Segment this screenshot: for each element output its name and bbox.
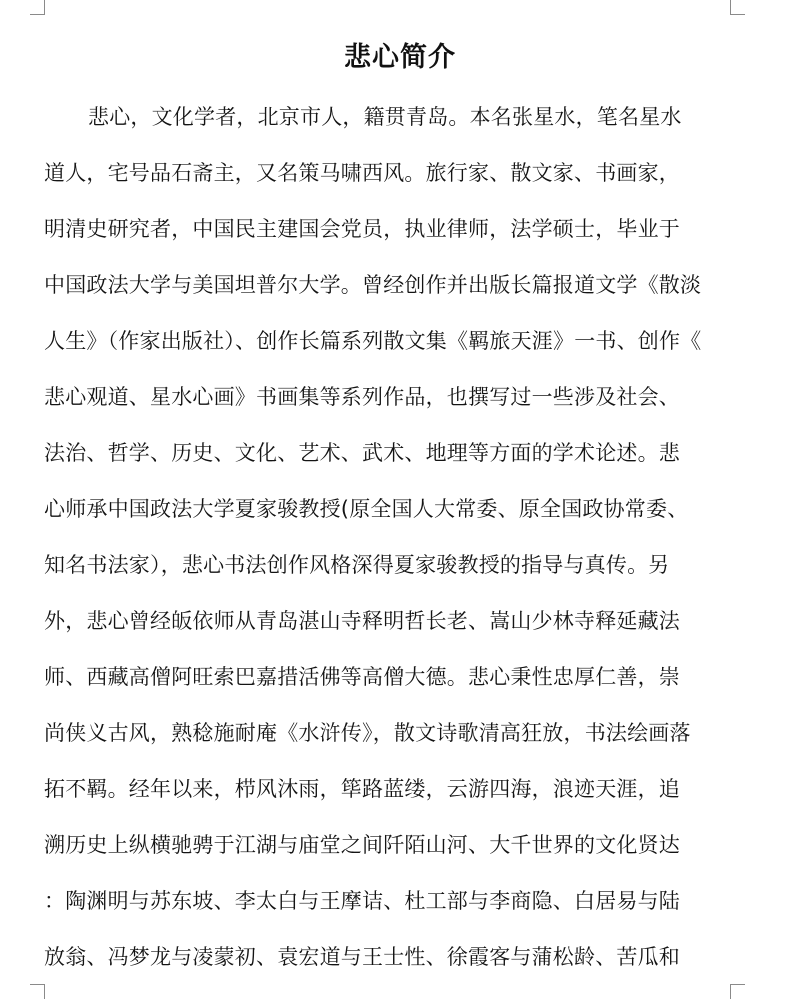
body-line: 人生》（作家出版社）、创作长篇系列散文集《羁旅天涯》一书、创作《	[44, 329, 702, 353]
crop-mark-bottom-left	[30, 984, 45, 999]
crop-mark-top-left	[30, 0, 45, 15]
document-body	[44, 97, 744, 993]
body-line: 道人，宅号品石斋主，又名策马啸西风。旅行家、散文家、书画家，	[44, 161, 680, 185]
body-line: 中国政法大学与美国坦普尔大学。曾经创作并出版长篇报道文学《散淡	[44, 273, 702, 297]
crop-mark-top-right	[730, 0, 745, 15]
body-line: 拓不羁。经年以来，栉风沐雨，筚路蓝缕，云游四海，浪迹天涯，追	[44, 777, 680, 801]
body-line: 明清史研究者，中国民主建国会党员，执业律师，法学硕士，毕业于	[44, 217, 680, 241]
body-line: 知名书法家），悲心书法创作风格深得夏家骏教授的指导与真传。另	[44, 553, 670, 577]
body-line: 溯历史上纵横驰骋于江湖与庙堂之间阡陌山河、大千世界的文化贤达	[44, 833, 680, 857]
body-line: 放翁、冯梦龙与凌蒙初、袁宏道与王士性、徐霞客与蒲松龄、苦瓜和	[44, 945, 680, 969]
body-line: 法治、哲学、历史、文化、艺术、武术、地理等方面的学术论述。悲	[44, 441, 680, 465]
body-line: ：陶渊明与苏东坡、李太白与王摩诘、杜工部与李商隐、白居易与陆	[44, 889, 680, 913]
body-line: 心师承中国政法大学夏家骏教授(原全国人大常委、原全国政协常委、	[44, 497, 689, 521]
body-line: 悲心，文化学者，北京市人，籍贯青岛。本名张星水，笔名星水	[88, 105, 682, 129]
body-line: 外，悲心曾经皈依师从青岛湛山寺释明哲长老、嵩山少林寺释延藏法	[44, 609, 680, 633]
body-line: 悲心观道、星水心画》书画集等系列作品，也撰写过一些涉及社会、	[44, 385, 680, 409]
document-title: 悲心简介	[344, 42, 456, 73]
body-line: 师、西藏高僧阿旺索巴嘉措活佛等高僧大德。悲心秉性忠厚仁善，崇	[44, 665, 680, 689]
body-line: 尚侠义古风，熟稔施耐庵《水浒传》，散文诗歌清高狂放，书法绘画落	[44, 721, 691, 745]
